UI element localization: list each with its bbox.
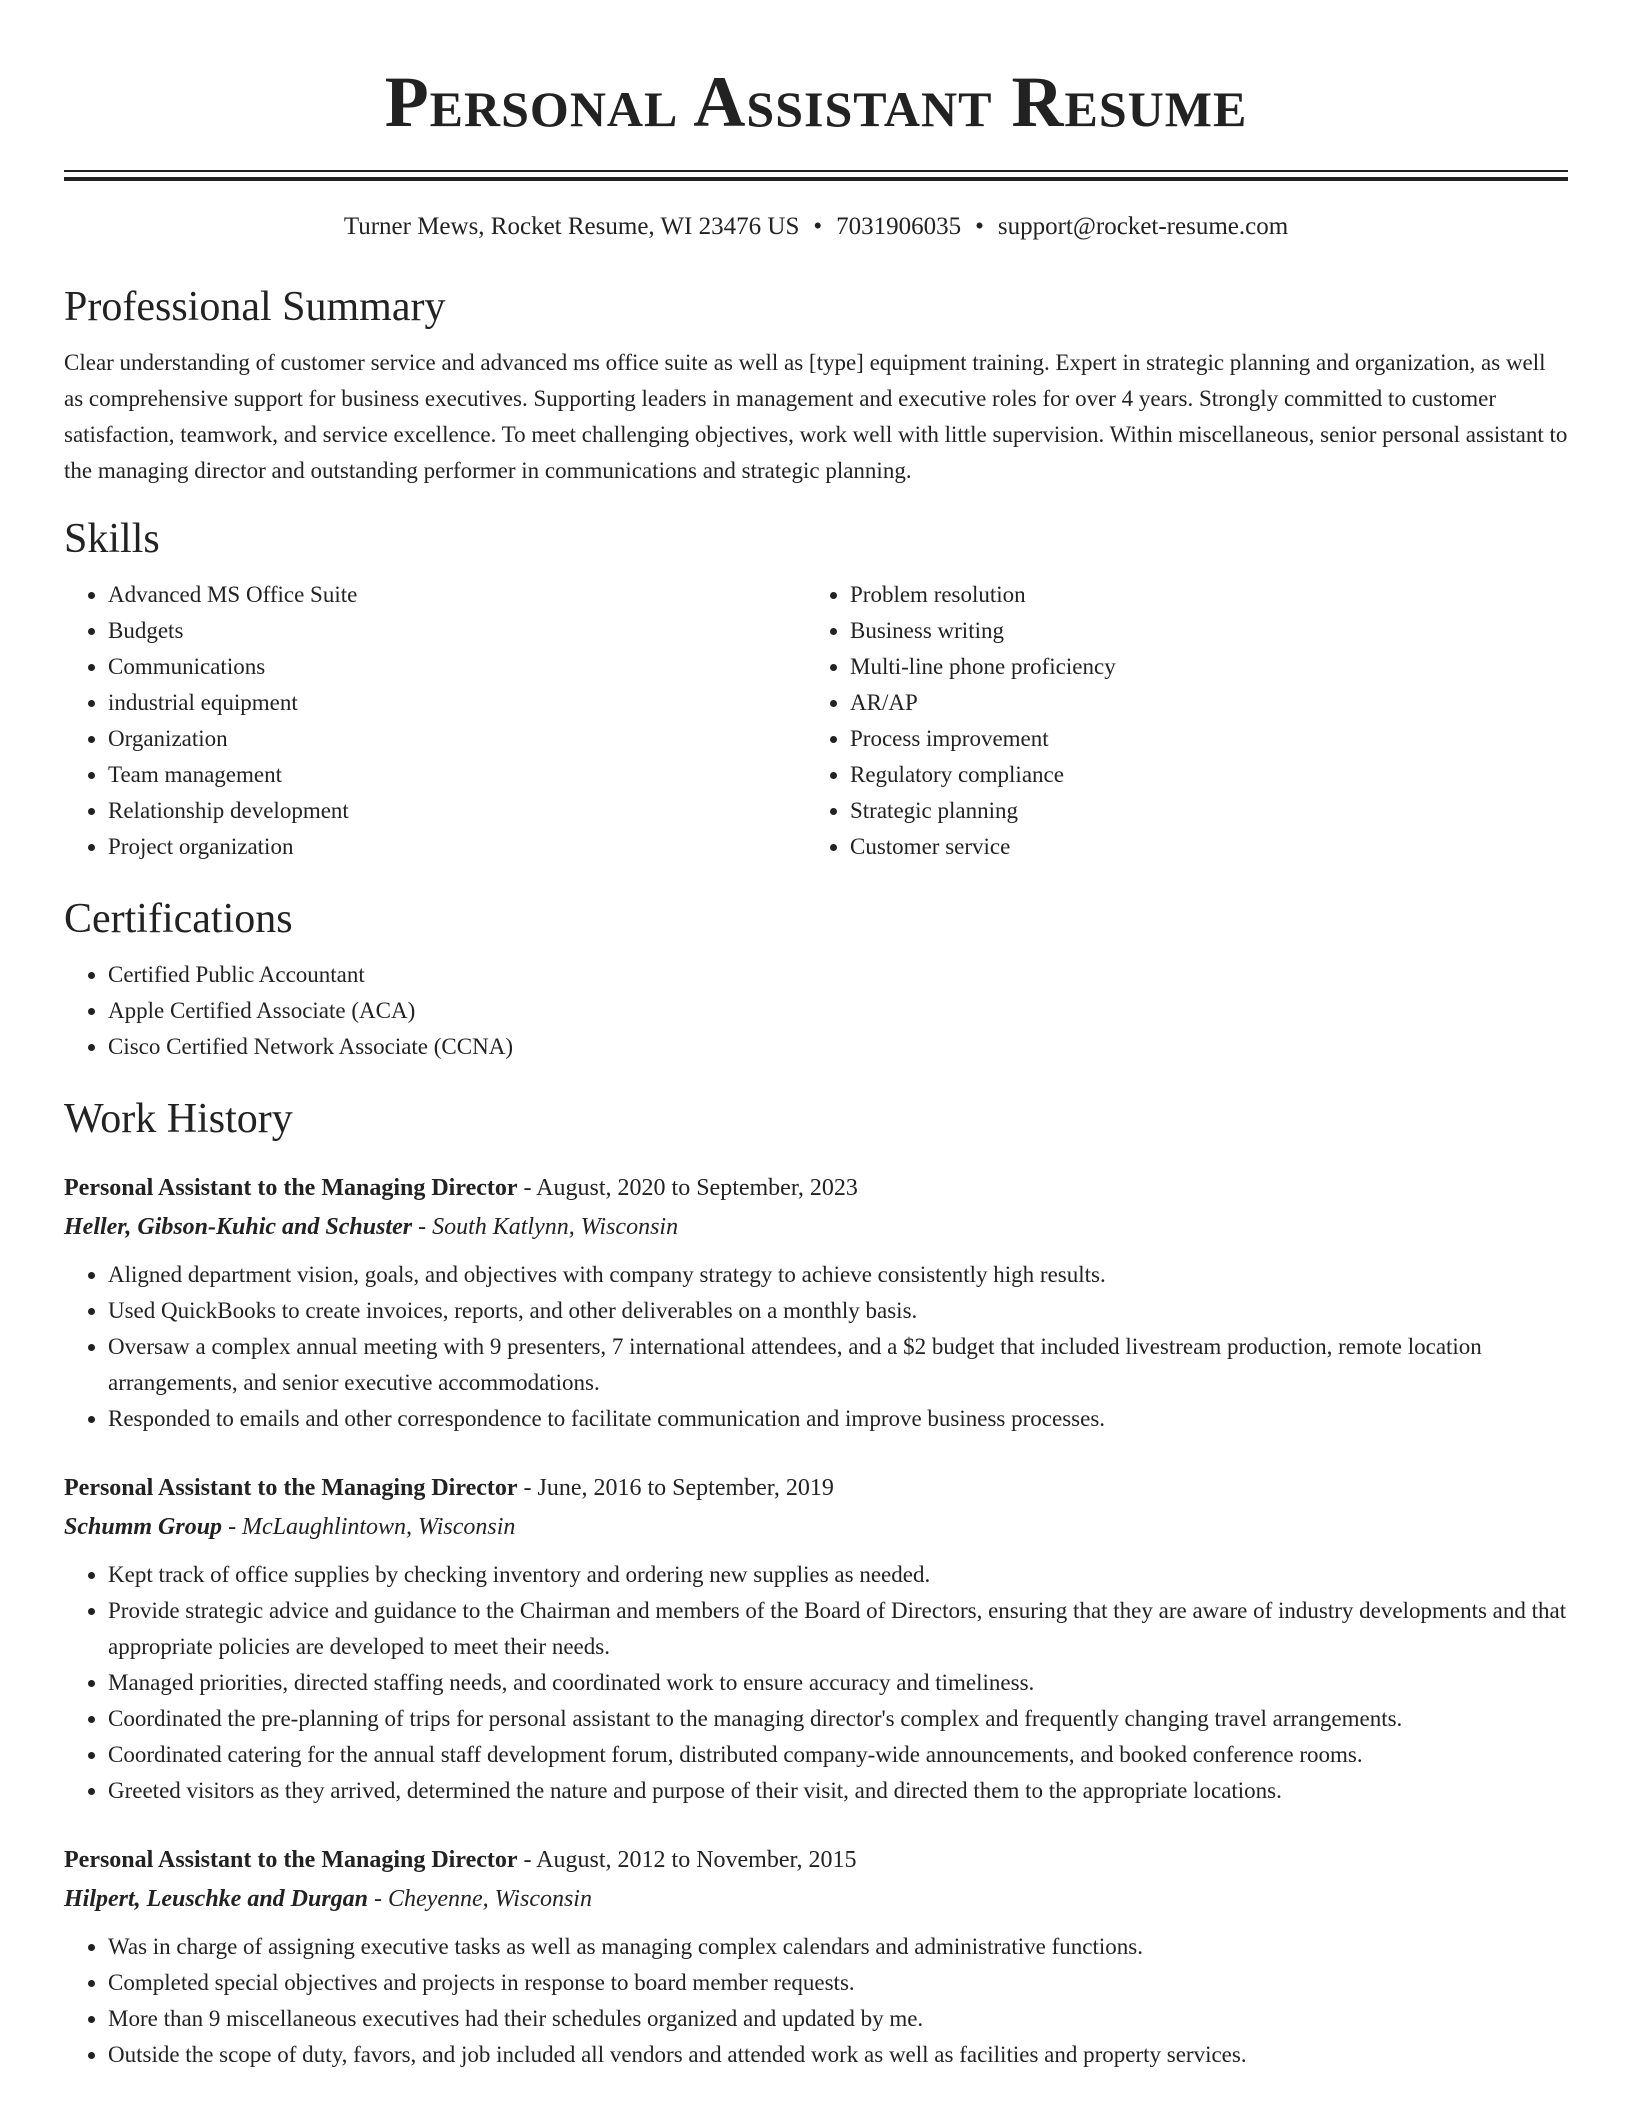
- job-duty: • Outside the scope of duty, favors, and job included all vendors and attended work as well as facilities and property services.: [108, 2037, 1568, 2073]
- job-dates: - August, 2020 to September, 2023: [517, 1175, 858, 1201]
- skill-item: • Multi-line phone proficiency: [850, 649, 1548, 685]
- skill-item: • Project organization: [108, 829, 806, 865]
- job-location: - McLaughlintown, Wisconsin: [222, 1514, 516, 1540]
- job-duty: • Was in charge of assigning executive tasks as well as managing complex calendars and administrative functions.: [108, 1929, 1568, 1965]
- job-duty: • Kept track of office supplies by checking inventory and ordering new supplies as needed.: [108, 1557, 1568, 1593]
- resume-page: [64, 0, 1568, 2073]
- job-duty: • More than 9 miscellaneous executives had their schedules organized and updated by me.: [108, 2001, 1568, 2037]
- job-location: - South Katlynn, Wisconsin: [412, 1214, 679, 1240]
- skill-item: • industrial equipment: [108, 685, 806, 721]
- certification-item: • Certified Public Accountant: [108, 957, 1568, 993]
- skill-item: • Process improvement: [850, 721, 1548, 757]
- job-duty: • Managed priorities, directed staffing needs, and coordinated work to ensure accuracy and timeliness.: [108, 1665, 1568, 1701]
- job-duty: • Used QuickBooks to create invoices, reports, and other deliverables on a monthly basis.: [108, 1293, 1568, 1329]
- skill-item: • Strategic planning: [850, 793, 1548, 829]
- job-company: Schumm Group: [64, 1514, 223, 1540]
- contact-address: Turner Mews, Rocket Resume, WI 23476 US: [343, 213, 800, 240]
- title-divider-thin: [64, 170, 1568, 172]
- certifications-list: [64, 957, 1568, 1065]
- job-entry: [64, 1469, 1568, 1809]
- skill-item: • Regulatory compliance: [850, 757, 1548, 793]
- job-company-line: [64, 1507, 1568, 1547]
- job-company-line: [64, 1207, 1568, 1247]
- skills-list-left: [64, 577, 806, 865]
- skill-item: • Customer service: [850, 829, 1548, 865]
- job-duties-list: [64, 1929, 1568, 2073]
- job-title-line: [64, 1469, 1568, 1507]
- job-duty: • Responded to emails and other correspondence to facilitate communication and improve business processes.: [108, 1401, 1568, 1437]
- job-company: Heller, Gibson-Kuhic and Schuster: [64, 1214, 413, 1240]
- job-duty: • Completed special objectives and projects in response to board member requests.: [108, 1965, 1568, 2001]
- job-entry: [64, 1841, 1568, 2073]
- job-duty: • Coordinated catering for the annual staff development forum, distributed company-wide announcements, and booked conference rooms.: [108, 1737, 1568, 1773]
- job-title-line: [64, 1841, 1568, 1879]
- job-duty: • Greeted visitors as they arrived, determined the nature and purpose of their visit, and directed them to the appropriate locations.: [108, 1773, 1568, 1809]
- job-location: - Cheyenne, Wisconsin: [368, 1886, 592, 1912]
- job-dates: - June, 2016 to September, 2019: [517, 1475, 834, 1501]
- job-dates: - August, 2012 to November, 2015: [517, 1847, 857, 1873]
- summary-heading: Professional Summary: [64, 284, 446, 330]
- job-duty: • Aligned department vision, goals, and objectives with company strategy to achieve consistently high results.: [108, 1257, 1568, 1293]
- skill-item: • Communications: [108, 649, 806, 685]
- skills-list-right: [806, 577, 1548, 865]
- job-duty: • Provide strategic advice and guidance to the Chairman and members of the Board of Directors, ensuring that they are aware of industry developments and that appropriate policies are developed to meet their needs.: [108, 1593, 1568, 1665]
- certification-item: • Apple Certified Associate (ACA): [108, 993, 1568, 1029]
- skill-item: • Budgets: [108, 613, 806, 649]
- certifications-heading: Certifications: [64, 896, 293, 942]
- contact-separator: •: [813, 213, 823, 240]
- skill-item: • Problem resolution: [850, 577, 1548, 613]
- contact-separator: •: [975, 213, 984, 240]
- skills-heading: Skills: [64, 516, 160, 562]
- work-history-heading: Work History: [64, 1096, 293, 1142]
- skill-item: • Organization: [108, 721, 806, 757]
- certification-item: • Cisco Certified Network Associate (CCNA): [108, 1029, 1568, 1065]
- skills-column-left: [64, 577, 806, 865]
- skills-column-right: [806, 577, 1548, 865]
- job-company: Hilpert, Leuschke and Durgan: [64, 1886, 369, 1912]
- skill-item: • AR/AP: [850, 685, 1548, 721]
- job-duty: • Oversaw a complex annual meeting with 9 presenters, 7 international attendees, and a $2 budget that included livestream production, remote location arrangements, and senior executive accommodations.: [108, 1329, 1568, 1401]
- job-title: Personal Assistant to the Managing Director: [64, 1847, 518, 1873]
- contact-email: support@rocket-resume.com: [997, 213, 1289, 240]
- job-entry: [64, 1169, 1568, 1437]
- title-divider-thick: [64, 177, 1568, 181]
- skill-item: • Team management: [108, 757, 806, 793]
- job-title: Personal Assistant to the Managing Director: [64, 1475, 518, 1501]
- contact-phone: 7031906035: [836, 213, 962, 240]
- skill-item: • Relationship development: [108, 793, 806, 829]
- summary-text: Clear understanding of customer service and advanced ms office suite as well as [type] equipment training. Expert in strategic planning and organization, as well as comprehensive support for business executives. Supporting leaders in management and executive roles for over 4 years. Strongly committed to customer satisfaction, teamwork, and service excellence. To meet challenging objectives, work well with little supervision. Within miscellaneous, senior personal assistant to the managing director and outstanding performer in communications and strategic planning.: [64, 350, 1568, 483]
- contact-line: [64, 211, 1568, 243]
- job-title: Personal Assistant to the Managing Director: [64, 1175, 518, 1201]
- resume-title: Personal Assistant Resume: [384, 62, 1248, 142]
- skill-item: • Business writing: [850, 613, 1548, 649]
- job-company-line: [64, 1879, 1568, 1919]
- job-duties-list: [64, 1257, 1568, 1437]
- skills-grid: [64, 577, 1568, 865]
- job-title-line: [64, 1169, 1568, 1207]
- job-duties-list: [64, 1557, 1568, 1809]
- skill-item: • Advanced MS Office Suite: [108, 577, 806, 613]
- job-duty: • Coordinated the pre-planning of trips for personal assistant to the managing director's complex and frequently changing travel arrangements.: [108, 1701, 1568, 1737]
